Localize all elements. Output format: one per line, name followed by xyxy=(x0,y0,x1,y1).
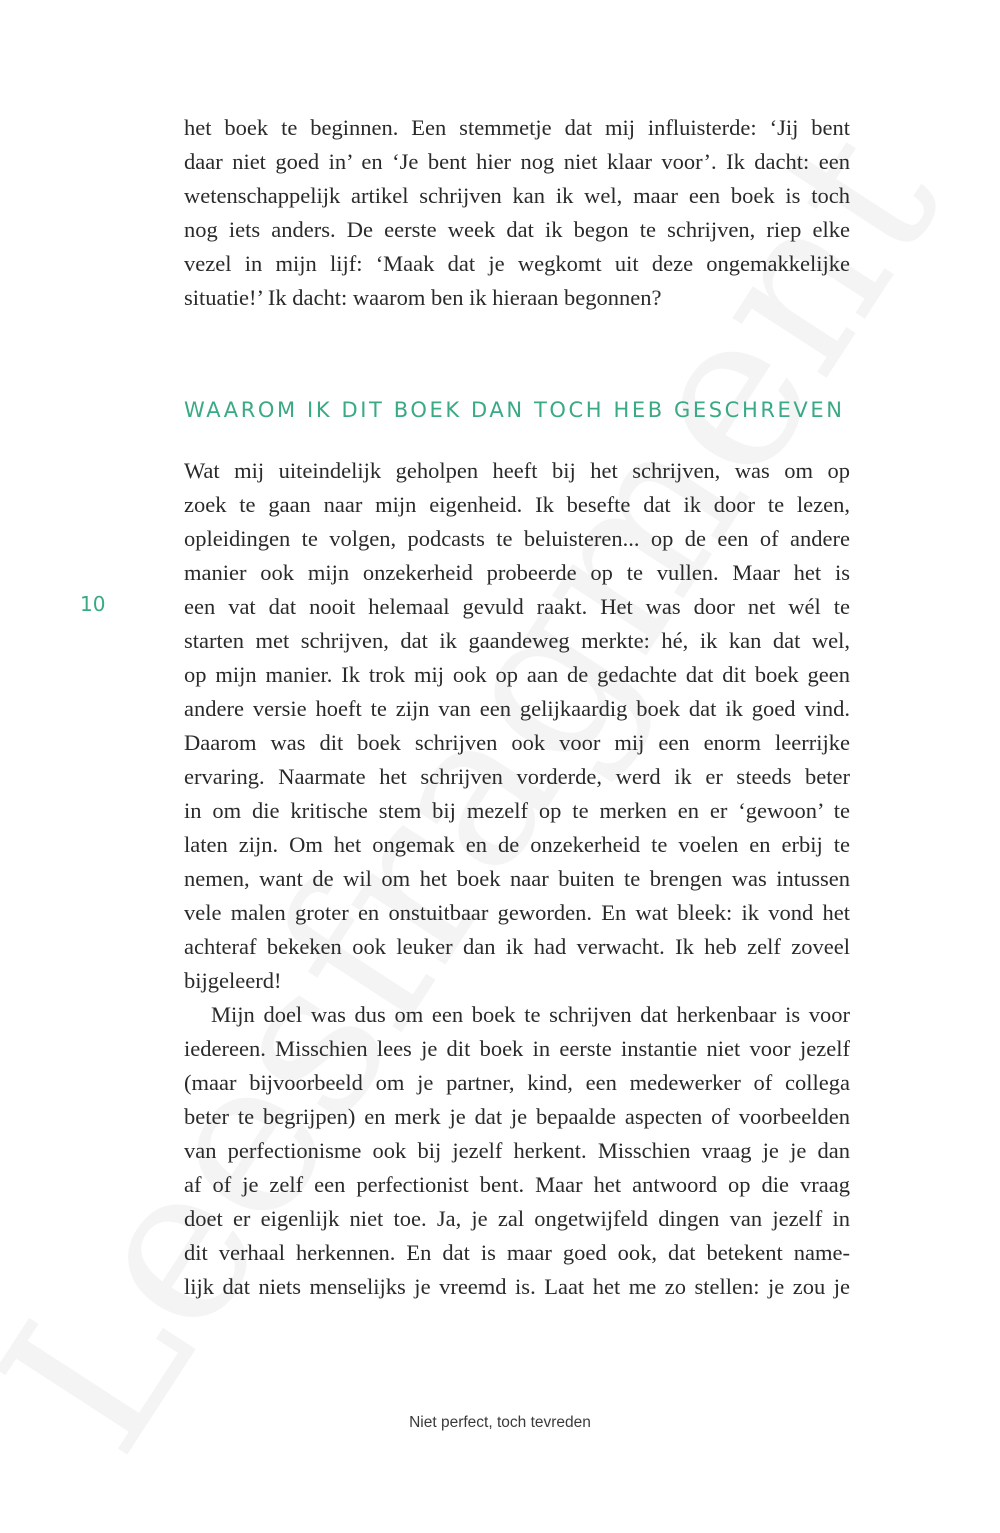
text-line: nemen, want de wil om het boek naar buiten te brengen was intussen xyxy=(184,866,850,891)
text-line: bijgeleerd! xyxy=(184,968,282,993)
text-line: daar niet goed in’ en ‘Je bent hier nog niet klaar voor’. Ik dacht: een xyxy=(184,149,850,174)
text-line: af of je zelf een perfectionist bent. Maar het antwoord op die vraag xyxy=(184,1172,850,1197)
text-line: beter te begrijpen) en merk je dat je bepaalde aspecten of voorbeelden xyxy=(184,1104,850,1129)
text-line: iedereen. Misschien lees je dit boek in eerste instantie niet voor jezelf xyxy=(184,1036,850,1061)
text-line: het boek te beginnen. Een stemmetje dat mij influisterde: ‘Jij bent xyxy=(184,115,850,140)
text-line: op mijn manier. Ik trok mij ook op aan de gedachte dat dit boek geen xyxy=(184,662,850,687)
text-line: Daarom was dit boek schrijven ook voor mij een enorm leerrijke xyxy=(184,730,850,755)
text-line: situatie!’ Ik dacht: waarom ben ik hieraan begonnen? xyxy=(184,285,662,310)
section-heading: WAAROM IK DIT BOEK DAN TOCH HEB GESCHREVEN xyxy=(184,398,845,422)
paragraph-3 xyxy=(184,998,850,1304)
text-line: ervaring. Naarmate het schrijven vorderde, werd ik er steeds beter xyxy=(184,764,850,789)
text-line: vezel in mijn lijf: ‘Maak dat je wegkomt uit deze ongemakkelijke xyxy=(184,251,850,276)
text-line: van perfectionisme ook bij jezelf herkent. Misschien vraag je je dan xyxy=(184,1138,850,1163)
text-line: wetenschappelijk artikel schrijven kan ik wel, maar een boek is toch xyxy=(184,183,850,208)
paragraph-1 xyxy=(184,111,850,315)
text-line: nog iets anders. De eerste week dat ik begon te schrijven, riep elke xyxy=(184,217,850,242)
text-line: opleidingen te volgen, podcasts te beluisteren... op de een of andere xyxy=(184,526,850,551)
text-line: Mijn doel was dus om een boek te schrijven dat herkenbaar is voor xyxy=(211,1002,850,1027)
text-line: achteraf bekeken ook leuker dan ik had verwacht. Ik heb zelf zoveel xyxy=(184,934,850,959)
text-line: doet er eigenlijk niet toe. Ja, je zal ongetwijfeld dingen van jezelf in xyxy=(184,1206,850,1231)
text-line: manier ook mijn onzekerheid probeerde op te vullen. Maar het is xyxy=(184,560,850,585)
paragraph-2 xyxy=(184,454,850,998)
text-line: starten met schrijven, dat ik gaandeweg merkte: hé, ik kan dat wel, xyxy=(184,628,850,653)
text-line: een vat dat nooit helemaal gevuld raakt. Het was door net wél te xyxy=(184,594,850,619)
text-line: dit verhaal herkennen. En dat is maar goed ook, dat betekent name- xyxy=(184,1240,850,1265)
text-line: zoek te gaan naar mijn eigenheid. Ik besefte dat ik door te lezen, xyxy=(184,492,850,517)
text-line: Wat mij uiteindelijk geholpen heeft bij het schrijven, was om op xyxy=(184,458,850,483)
page-number: 10 xyxy=(80,592,106,616)
running-footer: Niet perfect, toch tevreden xyxy=(409,1414,591,1431)
text-line: andere versie hoeft te zijn van een gelijkaardig boek dat ik goed vind. xyxy=(184,696,850,721)
text-line: lijk dat niets menselijks je vreemd is. Laat het me zo stellen: je zou je xyxy=(184,1274,850,1299)
text-line: vele malen groter en onstuitbaar geworden. En wat bleek: ik vond het xyxy=(184,900,850,925)
text-line: in om die kritische stem bij mezelf op te merken en er ‘gewoon’ te xyxy=(184,798,850,823)
text-line: laten zijn. Om het ongemak en de onzekerheid te voelen en erbij te xyxy=(184,832,850,857)
text-line: (maar bijvoorbeeld om je partner, kind, een medewerker of collega xyxy=(184,1070,850,1095)
